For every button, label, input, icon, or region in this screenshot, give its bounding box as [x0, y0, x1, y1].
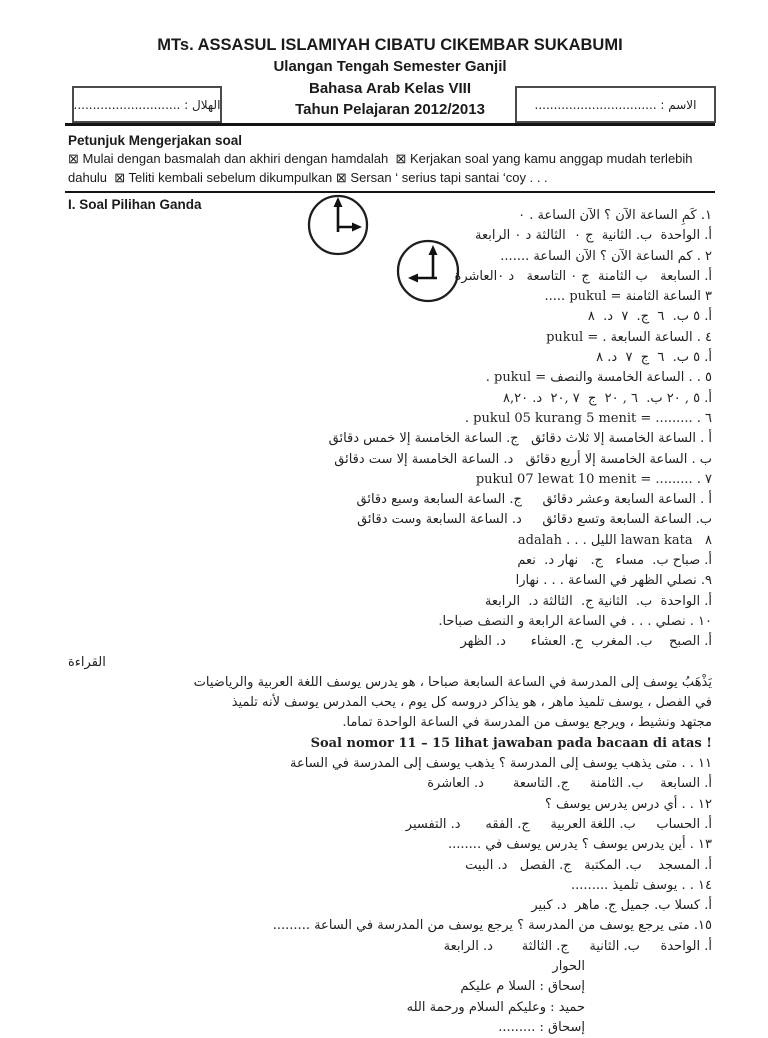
dialog-line-2: حميد : وعليكم السلام ورحمة الله: [406, 999, 585, 1015]
instructions-divider: [65, 191, 715, 193]
dialog-heading: الحوار: [552, 958, 585, 974]
clock-12-and-9-icon: [392, 235, 464, 307]
options-5: أ. ٥ , ٢٠ ب. ٦ , ٢٠ ج ٧ ,٢٠ د. ٨,٢٠: [503, 390, 712, 406]
question-12: ١٢ . . أي درس يدرس يوسف ؟: [544, 796, 712, 812]
reading-line-2: في الفصل ، يوسف تلميذ ماهر ، هو يذاكر دروسه كل يوم ، يحب المدرس يوسف لأنه تلميذ: [231, 695, 712, 711]
dialog-line-3: إسحاق : .........: [498, 1019, 585, 1035]
question-2: ٢ . كم الساعة الآن ؟ الآن الساعة .......: [500, 248, 712, 264]
class-box-label: الهلال : ............................: [73, 97, 221, 112]
options-9: أ. الواحدة ب. الثانية ج. الثالثة د. الرابعة: [484, 593, 712, 609]
section-title: I. Soal Pilihan Ganda: [68, 196, 202, 212]
question-13: ١٣ . أين يدرس يوسف ؟ يدرس يوسف في ........: [448, 837, 712, 853]
question-7: ٧ . ......... = pukul 07 lewat 10 menit: [475, 471, 712, 487]
academic-year: Tahun Pelajaran 2012/2013: [295, 101, 485, 118]
question-9: ٩. نصلي الظهر في الساعة . . . نهارا: [515, 573, 712, 589]
question-1: ١. كَمِ الساعة الآن ؟ الآن الساعة . ٠: [518, 208, 712, 223]
question-5: ٥ . . الساعة الخامسة والنصف = pukul .: [485, 370, 712, 386]
reading-line-1: يَذْهَبُ يوسف إلى المدرسة في الساعة السابعة صباحا ، هو يدرس يوسف اللغة العربية والرياضيات: [193, 674, 712, 690]
options-1: أ. الواحدة ب. الثانية ج ٠ الثالثة د ٠ الرابعة: [475, 228, 712, 244]
options-13: أ. المسجد ب. المكتبة ج. الفصل د. البيت: [465, 857, 712, 873]
question-3: ٣ الساعة الثامنة = pukul .....: [544, 289, 712, 305]
clock-12-and-3-icon: [303, 190, 373, 260]
exam-body: [68, 206, 712, 1038]
options-4: أ. ٥ ب. ٦ ج ٧ د. ٨: [596, 350, 712, 366]
options-6-a-c: أ . الساعة الخامسة إلا ثلاث دقائق ج. الساعة الخامسة إلا خمس دقائق: [328, 431, 712, 447]
options-11: أ. السابعة ب. الثامنة ج. التاسعة د. العاشرة: [427, 776, 712, 792]
options-14: أ. كسلا ب. جميل ج. ماهر د. كبير: [531, 898, 712, 914]
options-6-b-d: ب . الساعة الخامسة إلا أربع دقائق د. الساعة الخامسة إلا ست دقائق: [334, 451, 712, 467]
options-12: أ. الحساب ب. اللغة العربية ج. الفقه د. التفسير: [405, 816, 712, 832]
reading-note: Soal nomor 11 – 15 lihat jawaban pada bacaan di atas !: [310, 735, 712, 751]
school-name: MTs. ASSASUL ISLAMIYAH CIBATU CIKEMBAR SUKABUMI: [157, 36, 623, 54]
options-8: أ. صباح ب. مساء ج. نهار د. نعم: [517, 553, 712, 569]
options-7-b-d: ب. الساعة السابعة وتسع دقائق د. الساعة السابعة وست دقائق: [357, 512, 712, 528]
instruction-line-2: dahulu ⊠ Teliti kembali sebelum dikumpulkan ⊠ Sersan ‘ serius tapi santai ‘coy . . .: [68, 170, 548, 185]
question-10: ١٠ . نصلي . . . في الساعة الرابعة و النصف صباحا.: [438, 613, 712, 629]
options-2: أ. السابعة ب الثامنة ج ٠ التاسعة د ٠العاشرة: [454, 268, 712, 284]
question-15: ١٥. متى يرجع يوسف من المدرسة ؟ يرجع يوسف من المدرسة في الساعة .........: [272, 918, 712, 934]
reading-line-3: مجتهد ونشيط ، ويرجع يوسف من المدرسة في الساعة الواحدة تماما.: [342, 715, 712, 731]
options-7-a-c: أ . الساعة السابعة وعشر دقائق ج. الساعة السابعة وسبع دقائق: [356, 492, 712, 508]
question-6: ٦ . ......... = pukul 05 kurang 5 menit .: [464, 410, 712, 426]
question-8: ٨ lawan kata الليل . . . adalah: [517, 532, 712, 548]
subject-class: Bahasa Arab Kelas VIII: [308, 79, 472, 97]
instructions-title: Petunjuk Mengerjakan soal: [68, 132, 243, 148]
question-4: ٤ . الساعة السابعة . = pukul: [546, 329, 712, 345]
reading-heading: القراءة: [68, 654, 106, 670]
name-box-label: الاسم : ................................: [534, 97, 697, 112]
dialog-line-1: إسحاق : السلا م عليكم: [460, 979, 585, 995]
instruction-line-1: ⊠ Mulai dengan basmalah dan akhiri dengan hamdalah ⊠ Kerjakan soal yang kamu anggap mudah terlebih: [68, 150, 693, 166]
question-14: ١٤ . . يوسف تلميذ .........: [571, 877, 712, 893]
options-15: أ. الواحدة ب. الثانية ج. الثالثة د. الرابعة: [443, 938, 712, 954]
options-10: أ. الصبح ب. المغرب ج. العشاء د. الظهر: [460, 634, 712, 650]
question-11: ١١ . . متى يذهب يوسف إلى المدرسة ؟ يذهب يوسف إلى المدرسة في الساعة: [289, 756, 712, 772]
options-3: أ. ٥ ب. ٦ ج. ٧ د. ٨: [587, 309, 712, 325]
exam-header: [68, 0, 712, 121]
exam-title: Ulangan Tengah Semester Ganjil: [273, 58, 507, 75]
